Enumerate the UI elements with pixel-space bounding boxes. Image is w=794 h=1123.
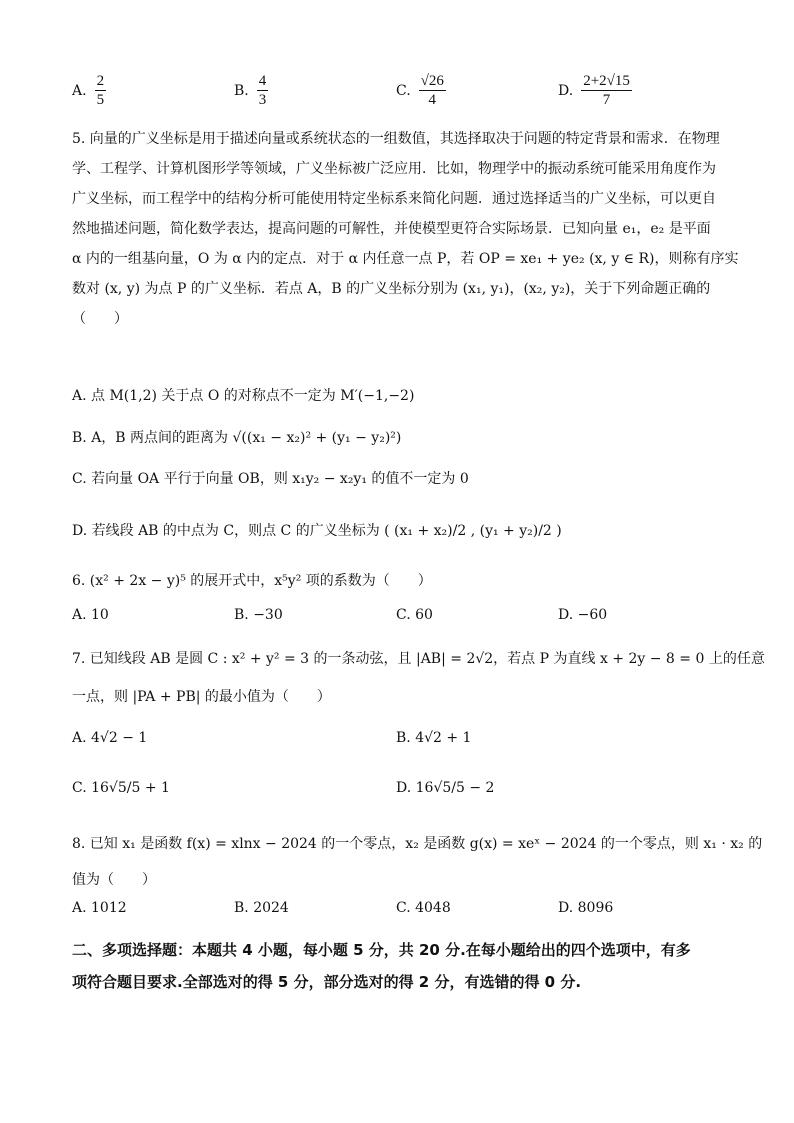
- q8-option-d[interactable]: D. 8096: [558, 900, 614, 916]
- option-label: A.: [72, 82, 87, 99]
- text-line: 一点，则 |PA + PB| 的最小值为（ ）: [72, 689, 331, 705]
- q7-option-b[interactable]: B. 4√2 + 1: [396, 730, 472, 746]
- fraction: [257, 72, 269, 109]
- text-line: 7. 已知线段 AB 是圆 C : x² + y² = 3 的一条动弦，且 |AB| = 2√2，若点 P 为直线 x + 2y − 8 = 0 上的任意: [72, 651, 765, 667]
- text-line: α 内的一组基向量，O 为 α 内的定点．对于 α 内任意一点 P，若 OP = xe₁ + ye₂ (x, y ∈ R)，则称有序实: [72, 251, 739, 267]
- numerator: 4: [258, 73, 267, 89]
- q4-options: [72, 72, 732, 112]
- q5-option-b[interactable]: B. A，B 两点间的距离为 √((x₁ − x₂)² + (y₁ − y₂)²): [72, 430, 402, 446]
- fraction: [581, 72, 632, 109]
- q5-stem: [72, 124, 739, 334]
- q7-option-c[interactable]: C. 16√5/5 + 1: [72, 780, 170, 796]
- q6-stem: 6. (x² + 2x − y)⁵ 的展开式中，x⁵y² 项的系数为（ ）: [72, 573, 432, 589]
- section-2-heading: [72, 934, 732, 998]
- q7-option-a[interactable]: A. 4√2 − 1: [72, 730, 148, 746]
- q8-options: [72, 900, 732, 922]
- heading-line: 项符合题目要求.全部选对的得 5 分，部分选对的得 2 分，有选错的得 0 分.: [72, 973, 582, 991]
- q4-option-d[interactable]: [558, 72, 632, 109]
- q6-option-a[interactable]: A. 10: [72, 607, 109, 623]
- q8-option-b[interactable]: B. 2024: [234, 900, 289, 916]
- option-label: C.: [396, 82, 411, 99]
- text-line: 5. 向量的广义坐标是用于描述向量或系统状态的一组数值，其选择取决于问题的特定背景和需求．在物理: [72, 131, 720, 147]
- text-line: 数对 (x, y) 为点 P 的广义坐标．若点 A，B 的广义坐标分别为 (x₁, y₁)，(x₂, y₂)，关于下列命题正确的: [72, 281, 711, 297]
- q5-option-d[interactable]: D. 若线段 AB 的中点为 C，则点 C 的广义坐标为 ( (x₁ + x₂)/2 , (y₁ + y₂)/2 ): [72, 523, 562, 539]
- q7-stem: [72, 640, 765, 716]
- heading-line: 二、多项选择题：本题共 4 小题，每小题 5 分，共 20 分.在每小题给出的四个选项中，有多: [72, 941, 691, 959]
- q8-option-c[interactable]: C. 4048: [396, 900, 451, 916]
- q8-stem: [72, 826, 763, 898]
- denominator: 7: [602, 92, 611, 108]
- fraction: [419, 72, 446, 109]
- denominator: 4: [428, 92, 437, 108]
- text-line: （ ）: [72, 311, 128, 327]
- q6-option-d[interactable]: D. −60: [558, 607, 608, 623]
- numerator: 2: [96, 73, 105, 89]
- q4-option-b[interactable]: [234, 72, 268, 109]
- q4-option-a[interactable]: [72, 72, 106, 109]
- option-label: B.: [234, 82, 249, 99]
- text-line: 8. 已知 x₁ 是函数 f(x) = xlnx − 2024 的一个零点，x₂ 是函数 g(x) = xeˣ − 2024 的一个零点，则 x₁ · x₂ 的: [72, 836, 763, 852]
- text-line: 然地描述问题，简化数学表达，提高问题的可解性，并使模型更符合实际场景．已知向量 e₁，e₂ 是平面: [72, 221, 711, 237]
- q5-option-c[interactable]: C. 若向量 OA 平行于向量 OB，则 x₁y₂ − x₂y₁ 的值不一定为 0: [72, 471, 469, 487]
- denominator: 5: [96, 92, 105, 108]
- q7-option-d[interactable]: D. 16√5/5 − 2: [396, 780, 495, 796]
- q6-option-c[interactable]: C. 60: [396, 607, 433, 623]
- q4-option-c[interactable]: [396, 72, 446, 109]
- q8-option-a[interactable]: A. 1012: [72, 900, 127, 916]
- text-line: 广义坐标，而工程学中的结构分析可能使用特定坐标系来简化问题．通过选择适当的广义坐标，可以更自: [72, 191, 716, 207]
- text-line: 学、工程学、计算机图形学等领域，广义坐标被广泛应用．比如，物理学中的振动系统可能采用角度作为: [72, 161, 716, 177]
- text-line: 值为（ ）: [72, 872, 156, 888]
- denominator: 3: [258, 92, 267, 108]
- fraction: [95, 72, 107, 109]
- numerator: 2+2√15: [583, 73, 630, 89]
- q6-option-b[interactable]: B. −30: [234, 607, 283, 623]
- q6-options: [72, 607, 732, 629]
- q5-option-a[interactable]: A. 点 M(1,2) 关于点 O 的对称点不一定为 M′(−1,−2): [72, 388, 415, 404]
- numerator: √26: [420, 73, 444, 89]
- option-label: D.: [558, 82, 574, 99]
